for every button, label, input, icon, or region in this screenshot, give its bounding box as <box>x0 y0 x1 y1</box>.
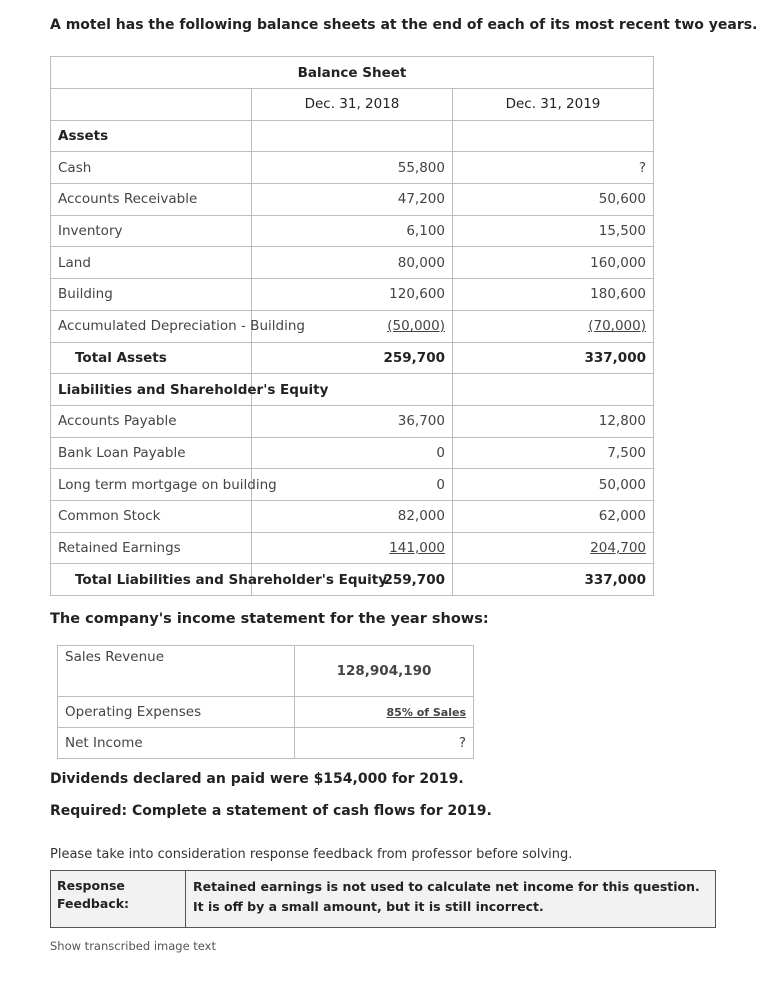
table-row <box>51 279 654 311</box>
value-2019: 12,800 <box>453 405 654 437</box>
value-2019: 7,500 <box>453 437 654 469</box>
opex-label: Operating Expenses <box>58 697 295 728</box>
value-2019: 204,700 <box>453 532 654 564</box>
value-2018: 80,000 <box>252 247 453 279</box>
consider-note: Please take into consideration response feedback from professor before solving. <box>50 847 573 862</box>
row-label: Accumulated Depreciation - Building <box>51 310 252 342</box>
income-statement-table <box>57 645 474 759</box>
assets-header: Assets <box>51 120 252 152</box>
total-assets-label: Total Assets <box>51 342 252 374</box>
table-row <box>51 152 654 184</box>
total-liabilities-row <box>51 564 654 596</box>
total-assets-2019: 337,000 <box>453 342 654 374</box>
value-2018: 120,600 <box>252 279 453 311</box>
value-2018: 6,100 <box>252 215 453 247</box>
total-assets-2018: 259,700 <box>252 342 453 374</box>
table-row <box>51 247 654 279</box>
value-2019: 15,500 <box>453 215 654 247</box>
col-header-2019: Dec. 31, 2019 <box>453 89 654 121</box>
header-blank <box>51 89 252 121</box>
row-label: Retained Earnings <box>51 532 252 564</box>
response-feedback-box <box>50 870 716 928</box>
value-2018: 82,000 <box>252 500 453 532</box>
value-2019: 50,600 <box>453 184 654 216</box>
show-transcribed-link[interactable]: Show transcribed image text <box>50 939 216 953</box>
row-label: Building <box>51 279 252 311</box>
value-2018: 47,200 <box>252 184 453 216</box>
income-statement-title: The company's income statement for the year shows: <box>50 611 489 627</box>
balance-sheet-title: Balance Sheet <box>51 57 654 89</box>
table-row <box>51 469 654 501</box>
table-row <box>51 184 654 216</box>
sales-label: Sales Revenue <box>58 646 295 697</box>
value-2018: 141,000 <box>252 532 453 564</box>
table-row <box>51 437 654 469</box>
value-2019: 180,600 <box>453 279 654 311</box>
row-label: Bank Loan Payable <box>51 437 252 469</box>
row-label: Accounts Payable <box>51 405 252 437</box>
value-2018: 36,700 <box>252 405 453 437</box>
table-row <box>51 500 654 532</box>
row-label: Land <box>51 247 252 279</box>
value-2019: (70,000) <box>453 310 654 342</box>
total-assets-row <box>51 342 654 374</box>
row-label: Accounts Receivable <box>51 184 252 216</box>
row-label: Cash <box>51 152 252 184</box>
total-liabilities-2018: 259,700 <box>252 564 453 596</box>
table-row <box>51 215 654 247</box>
intro-text: A motel has the following balance sheets at the end of each of its most recent two years. <box>50 17 758 33</box>
sales-value: 128,904,190 <box>295 646 474 697</box>
response-feedback-text: Retained earnings is not used to calculate net income for this question. It is off by a small amount, but it is still incorrect. <box>193 879 700 914</box>
row-label: Common Stock <box>51 500 252 532</box>
balance-sheet-table <box>50 56 654 596</box>
value-2019: 160,000 <box>453 247 654 279</box>
dividends-note: Dividends declared an paid were $154,000 for 2019. <box>50 771 464 787</box>
value-2019: 50,000 <box>453 469 654 501</box>
value-2018: 0 <box>252 469 453 501</box>
value-2018: 55,800 <box>252 152 453 184</box>
net-income-value: ? <box>295 728 474 759</box>
row-label: Inventory <box>51 215 252 247</box>
value-2018: (50,000) <box>252 310 453 342</box>
row-label: Long term mortgage on building <box>51 469 252 501</box>
liabilities-header: Liabilities and Shareholder's Equity <box>51 374 252 406</box>
total-liabilities-2019: 337,000 <box>453 564 654 596</box>
response-feedback-label: Response Feedback: <box>51 871 186 927</box>
col-header-2018: Dec. 31, 2018 <box>252 89 453 121</box>
table-row <box>51 310 654 342</box>
table-row <box>51 532 654 564</box>
net-income-label: Net Income <box>58 728 295 759</box>
total-liabilities-label: Total Liabilities and Shareholder's Equity <box>51 564 252 596</box>
value-2018: 0 <box>252 437 453 469</box>
value-2019: ? <box>453 152 654 184</box>
value-2019: 62,000 <box>453 500 654 532</box>
opex-value: 85% of Sales <box>386 706 466 719</box>
required-note: Required: Complete a statement of cash flows for 2019. <box>50 803 492 819</box>
table-row <box>51 405 654 437</box>
